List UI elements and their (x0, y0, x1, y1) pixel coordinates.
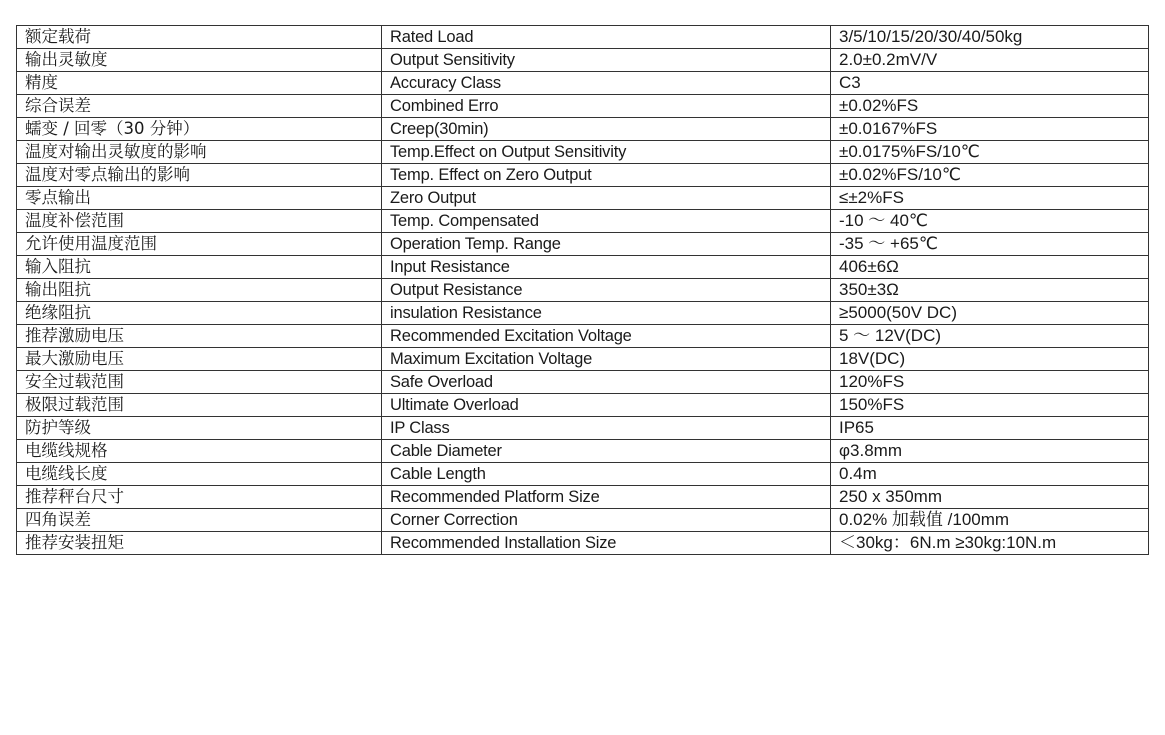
spec-name-en: Temp. Effect on Zero Output (382, 164, 831, 187)
spec-value: 5 ～ 12V(DC) (831, 325, 1149, 348)
spec-value: 350±3Ω (831, 279, 1149, 302)
spec-value: 2.0±0.2mV/V (831, 49, 1149, 72)
spec-value: ≥5000(50V DC) (831, 302, 1149, 325)
spec-name-en: Zero Output (382, 187, 831, 210)
spec-name-cn: 防护等级 (17, 417, 382, 440)
table-row (17, 49, 1149, 72)
spec-value: 120%FS (831, 371, 1149, 394)
spec-name-en: Combined Erro (382, 95, 831, 118)
spec-name-en: Recommended Excitation Voltage (382, 325, 831, 348)
spec-name-cn: 额定载荷 (17, 26, 382, 49)
spec-name-en: Maximum Excitation Voltage (382, 348, 831, 371)
table-row (17, 279, 1149, 302)
spec-name-en: Input Resistance (382, 256, 831, 279)
spec-name-en: Temp.Effect on Output Sensitivity (382, 141, 831, 164)
spec-name-en: insulation Resistance (382, 302, 831, 325)
table-row (17, 463, 1149, 486)
spec-name-cn: 蠕变 / 回零（30 分钟） (17, 118, 382, 141)
spec-name-cn: 温度对零点输出的影响 (17, 164, 382, 187)
spec-name-cn: 温度补偿范围 (17, 210, 382, 233)
spec-name-en: Operation Temp. Range (382, 233, 831, 256)
table-row (17, 187, 1149, 210)
spec-value: φ3.8mm (831, 440, 1149, 463)
spec-name-cn: 温度对输出灵敏度的影响 (17, 141, 382, 164)
spec-value: ±0.0175%FS/10℃ (831, 141, 1149, 164)
spec-value: ±0.0167%FS (831, 118, 1149, 141)
spec-name-en: Creep(30min) (382, 118, 831, 141)
spec-name-en: Output Sensitivity (382, 49, 831, 72)
spec-name-cn: 综合误差 (17, 95, 382, 118)
spec-name-cn: 四角误差 (17, 509, 382, 532)
table-row (17, 486, 1149, 509)
spec-value: -35 ～ +65℃ (831, 233, 1149, 256)
spec-name-en: Safe Overload (382, 371, 831, 394)
table-row (17, 118, 1149, 141)
table-row (17, 440, 1149, 463)
spec-name-cn: 最大激励电压 (17, 348, 382, 371)
spec-value: 406±6Ω (831, 256, 1149, 279)
spec-name-en: Recommended Installation Size (382, 532, 831, 555)
table-row (17, 72, 1149, 95)
table-row (17, 394, 1149, 417)
spec-name-en: Rated Load (382, 26, 831, 49)
spec-name-cn: 推荐秤台尺寸 (17, 486, 382, 509)
table-row (17, 417, 1149, 440)
spec-name-cn: 允许使用温度范围 (17, 233, 382, 256)
table-row (17, 532, 1149, 555)
table-row (17, 210, 1149, 233)
spec-name-cn: 推荐激励电压 (17, 325, 382, 348)
spec-name-cn: 零点输出 (17, 187, 382, 210)
table-row (17, 164, 1149, 187)
spec-name-en: Accuracy Class (382, 72, 831, 95)
table-row (17, 26, 1149, 49)
spec-name-cn: 电缆线规格 (17, 440, 382, 463)
spec-value: 18V(DC) (831, 348, 1149, 371)
spec-value: IP65 (831, 417, 1149, 440)
spec-name-en: Ultimate Overload (382, 394, 831, 417)
table-row (17, 141, 1149, 164)
spec-value: 0.02% 加载值 /100mm (831, 509, 1149, 532)
spec-table (16, 25, 1149, 555)
spec-name-cn: 输入阻抗 (17, 256, 382, 279)
spec-name-en: Cable Diameter (382, 440, 831, 463)
spec-name-en: Recommended Platform Size (382, 486, 831, 509)
spec-name-cn: 安全过载范围 (17, 371, 382, 394)
spec-name-cn: 输出阻抗 (17, 279, 382, 302)
table-row (17, 371, 1149, 394)
spec-name-cn: 电缆线长度 (17, 463, 382, 486)
spec-value: -10 ～ 40℃ (831, 210, 1149, 233)
spec-value: ±0.02%FS/10℃ (831, 164, 1149, 187)
table-row (17, 509, 1149, 532)
spec-value: ＜30kg：6N.m ≥30kg:10N.m (831, 532, 1149, 555)
spec-name-en: Corner Correction (382, 509, 831, 532)
spec-value: 0.4m (831, 463, 1149, 486)
spec-name-cn: 推荐安装扭矩 (17, 532, 382, 555)
spec-name-cn: 输出灵敏度 (17, 49, 382, 72)
spec-value: 250 x 350mm (831, 486, 1149, 509)
spec-name-en: Temp. Compensated (382, 210, 831, 233)
spec-name-cn: 绝缘阻抗 (17, 302, 382, 325)
spec-name-en: Output Resistance (382, 279, 831, 302)
spec-name-en: IP Class (382, 417, 831, 440)
spec-value: 3/5/10/15/20/30/40/50kg (831, 26, 1149, 49)
table-row (17, 325, 1149, 348)
spec-value: C3 (831, 72, 1149, 95)
spec-name-en: Cable Length (382, 463, 831, 486)
spec-name-cn: 极限过载范围 (17, 394, 382, 417)
table-row (17, 302, 1149, 325)
table-row (17, 233, 1149, 256)
spec-table-body (17, 26, 1149, 555)
table-row (17, 348, 1149, 371)
spec-value: 150%FS (831, 394, 1149, 417)
spec-name-cn: 精度 (17, 72, 382, 95)
spec-value: ±0.02%FS (831, 95, 1149, 118)
spec-value: ≤±2%FS (831, 187, 1149, 210)
table-row (17, 256, 1149, 279)
table-row (17, 95, 1149, 118)
